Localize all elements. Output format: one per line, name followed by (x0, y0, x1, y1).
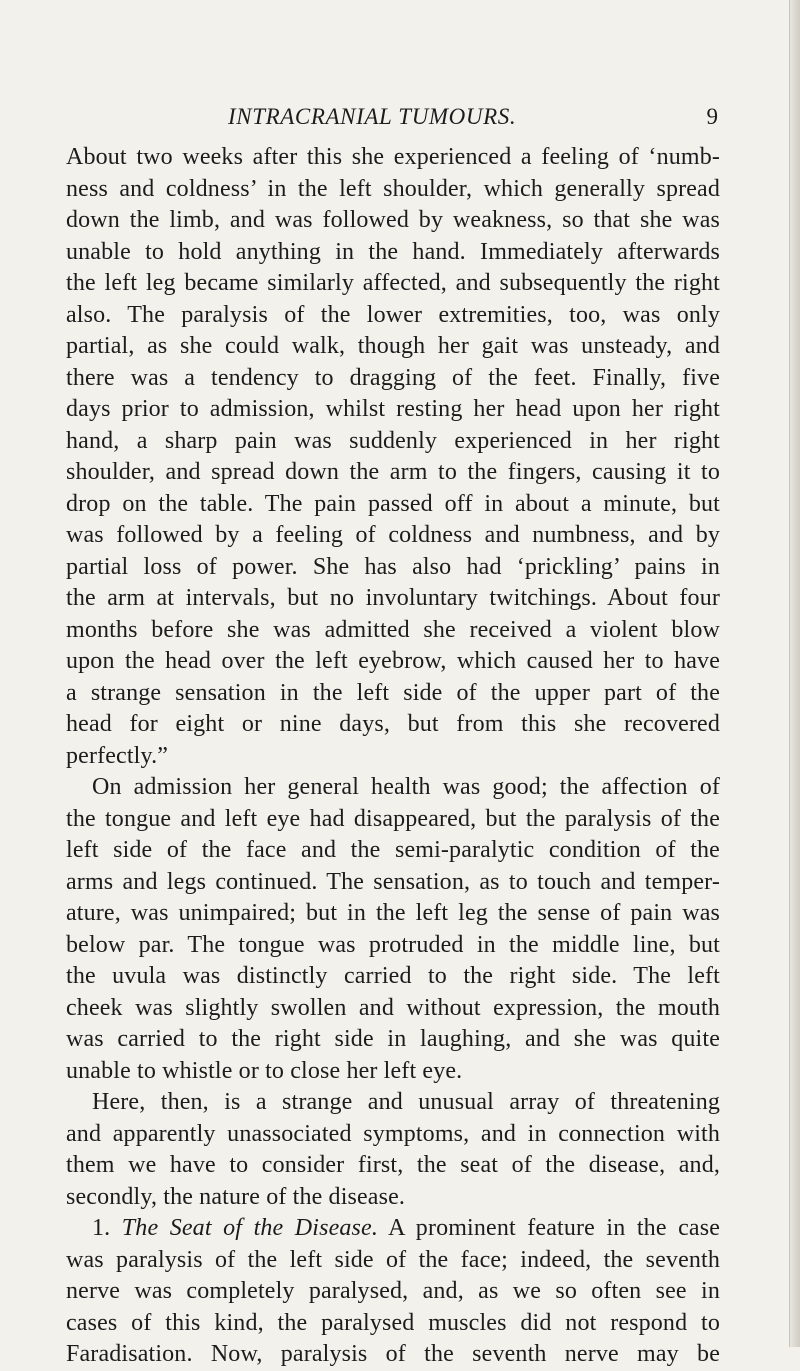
text-line: Faradisation. Now, paralysis of the seventh nerve may be (66, 1341, 720, 1367)
text-line: perfectly.” (66, 742, 169, 769)
text-line: months before she was admitted she received a violent blow (66, 616, 720, 643)
text-line: them we have to consider first, the seat of the disease, and, (66, 1152, 720, 1178)
page-edge (789, 0, 800, 1347)
text-line: the arm at intervals, but no involuntary twitchings. About four (66, 585, 720, 611)
text-line: head for eight or nine days, but from this she recovered (66, 711, 720, 737)
text-line: cases of this kind, the paralysed muscles did not respond to (66, 1309, 720, 1336)
text-line: also. The paralysis of the lower extremities, too, was only (66, 301, 720, 328)
text-line: unable to hold anything in the hand. Immediately afterwards (66, 238, 720, 265)
running-head (80, 104, 720, 134)
text-line: was paralysis of the left side of the face; indeed, the seventh (66, 1246, 720, 1273)
text-line: there was a tendency to dragging of the feet. Finally, five (66, 364, 720, 391)
text-line: secondly, the nature of the disease. (66, 1183, 406, 1210)
text-line: the tongue and left eye had disappeared, but the paralysis of the (66, 805, 720, 832)
text-line: days prior to admission, whilst resting her head upon her right (66, 396, 720, 422)
text-line: nerve was completely paralysed, and, as we so often see in (66, 1278, 720, 1304)
section-first-line (66, 1213, 720, 1245)
text-line: About two weeks after this she experienced a feeling of ‘numb- (66, 144, 720, 170)
text-line: a strange sensation in the left side of the upper part of the (66, 679, 720, 706)
text-line: was carried to the right side in laughing, and she was quite (66, 1026, 720, 1052)
text-line: the uvula was distinctly carried to the right side. The left (66, 963, 720, 989)
text-line: below par. The tongue was protruded in the middle line, but (66, 931, 720, 958)
text-line: drop on the table. The pain passed off in about a minute, but (66, 490, 720, 517)
text-line: shoulder, and spread down the arm to the fingers, causing it to (66, 459, 720, 485)
body-text (66, 142, 720, 1371)
section-first-line-text: A prominent feature in the case (388, 1215, 720, 1241)
text-line: arms and legs continued. The sensation, as to touch and temper- (66, 868, 720, 895)
text-line: hand, a sharp pain was suddenly experienced in her right (66, 427, 720, 454)
section-number: 1. (92, 1215, 111, 1241)
text-line: unable to whistle or to close her left eye. (66, 1057, 463, 1084)
text-line: Here, then, is a strange and unusual array of threatening (92, 1089, 720, 1115)
text-line: and apparently unassociated symptoms, and in connection with (66, 1120, 720, 1147)
text-line: ature, was unimpaired; but in the left leg the sense of pain was (66, 900, 720, 926)
text-line: the left leg became similarly affected, and subsequently the right (66, 270, 720, 296)
text-line: partial loss of power. She has also had ‘prickling’ pains in (66, 553, 720, 580)
text-line: On admission her general health was good; the affection of (92, 774, 720, 800)
text-line: partial, as she could walk, though her gait was unsteady, and (66, 333, 720, 359)
text-line: ness and coldness’ in the left shoulder, which generally spread (66, 175, 720, 202)
text-line: cheek was slightly swollen and without expression, the mouth (66, 994, 720, 1021)
text-line: down the limb, and was followed by weakness, so that she was (66, 207, 720, 233)
text-line: left side of the face and the semi-paralytic condition of the (66, 837, 720, 863)
text-line: upon the head over the left eyebrow, which caused her to have (66, 648, 720, 674)
section-heading: The Seat of the Disease. (121, 1215, 378, 1241)
text-line: was followed by a feeling of coldness and numbness, and by (66, 522, 720, 548)
running-title: INTRACRANIAL TUMOURS. (228, 104, 517, 129)
page-number: 9 (706, 104, 718, 129)
